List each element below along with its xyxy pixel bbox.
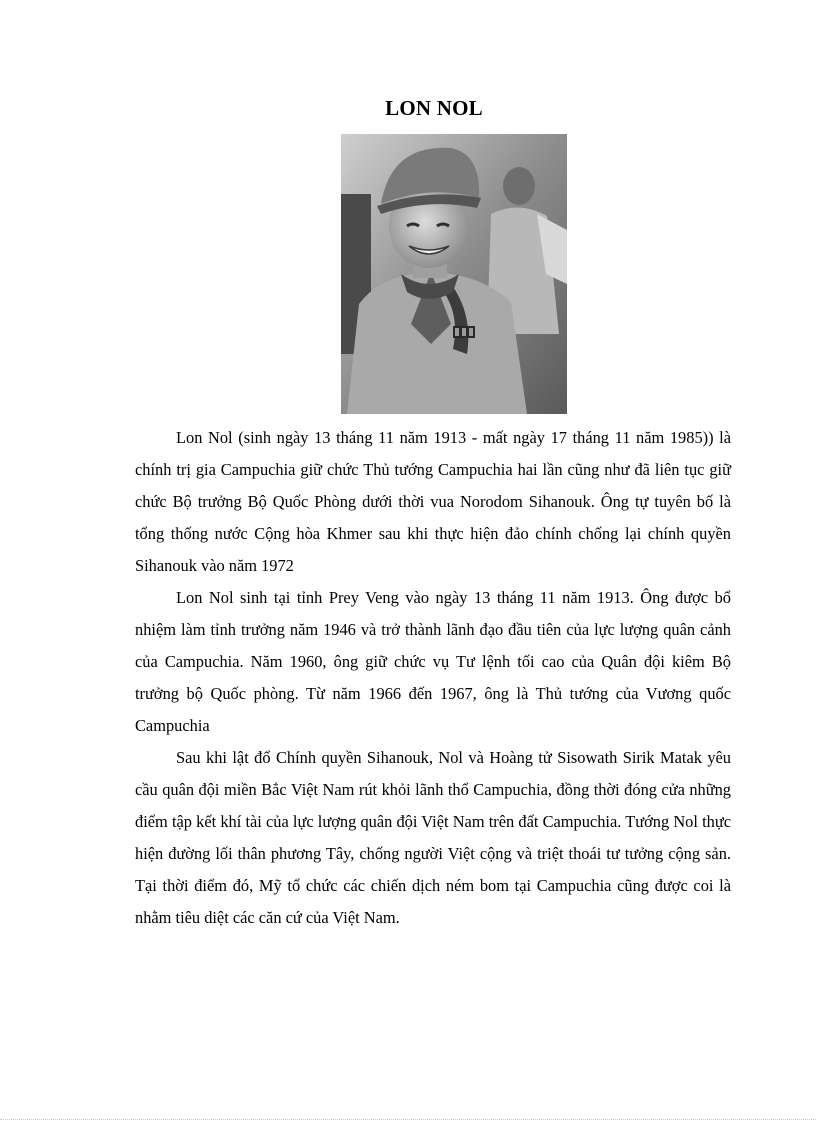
paragraph: Lon Nol sinh tại tỉnh Prey Veng vào ngày 13 tháng 11 năm 1913. Ông được bổ nhiệm làm tỉnh trưởng năm 1946 và trở thành lãnh đạo đầu tiên của lực lượng quân cảnh của Campuchia. Năm 1960, ông giữ chức vụ Tư lệnh tối cao của Quân đội kiêm Bộ trưởng bộ Quốc phòng. Từ năm 1966 đến 1967, ông là Thủ tướng của Vương quốc Campuchia: [135, 588, 731, 735]
body-text: [135, 422, 731, 934]
page-title: LON NOL: [385, 96, 483, 120]
paragraph: Lon Nol (sinh ngày 13 tháng 11 năm 1913 - mất ngày 17 tháng 11 năm 1985)) là chính trị gia Campuchia giữ chức Thủ tướng Campuchia hai lần cũng như đã liên tục giữ chức Bộ trưởng Bộ Quốc Phòng dưới thời vua Norodom Sihanouk. Ông tự tuyên bố là tổng thống nước Cộng hòa Khmer sau khi thực hiện đảo chính chống lại chính quyền Sihanouk vào năm 1972: [135, 428, 731, 575]
portrait-photo-icon: [341, 134, 567, 414]
paragraph: Sau khi lật đổ Chính quyền Sihanouk, Nol và Hoàng tử Sisowath Sirik Matak yêu cầu quân đội miền Bắc Việt Nam rút khỏi lãnh thổ Campuchia, đồng thời đóng cửa những điểm tập kết khí tài của lực lượng quân đội Việt Nam trên đất Campuchia. Tướng Nol thực hiện đường lối thân phương Tây, chống người Việt cộng và triệt thoái tư tưởng cộng sản. Tại thời điểm đó, Mỹ tổ chức các chiến dịch ném bom tại Campuchia cũng được coi là nhằm tiêu diệt các căn cứ của Việt Nam.: [135, 748, 731, 927]
page-bottom-divider: [0, 1119, 816, 1120]
